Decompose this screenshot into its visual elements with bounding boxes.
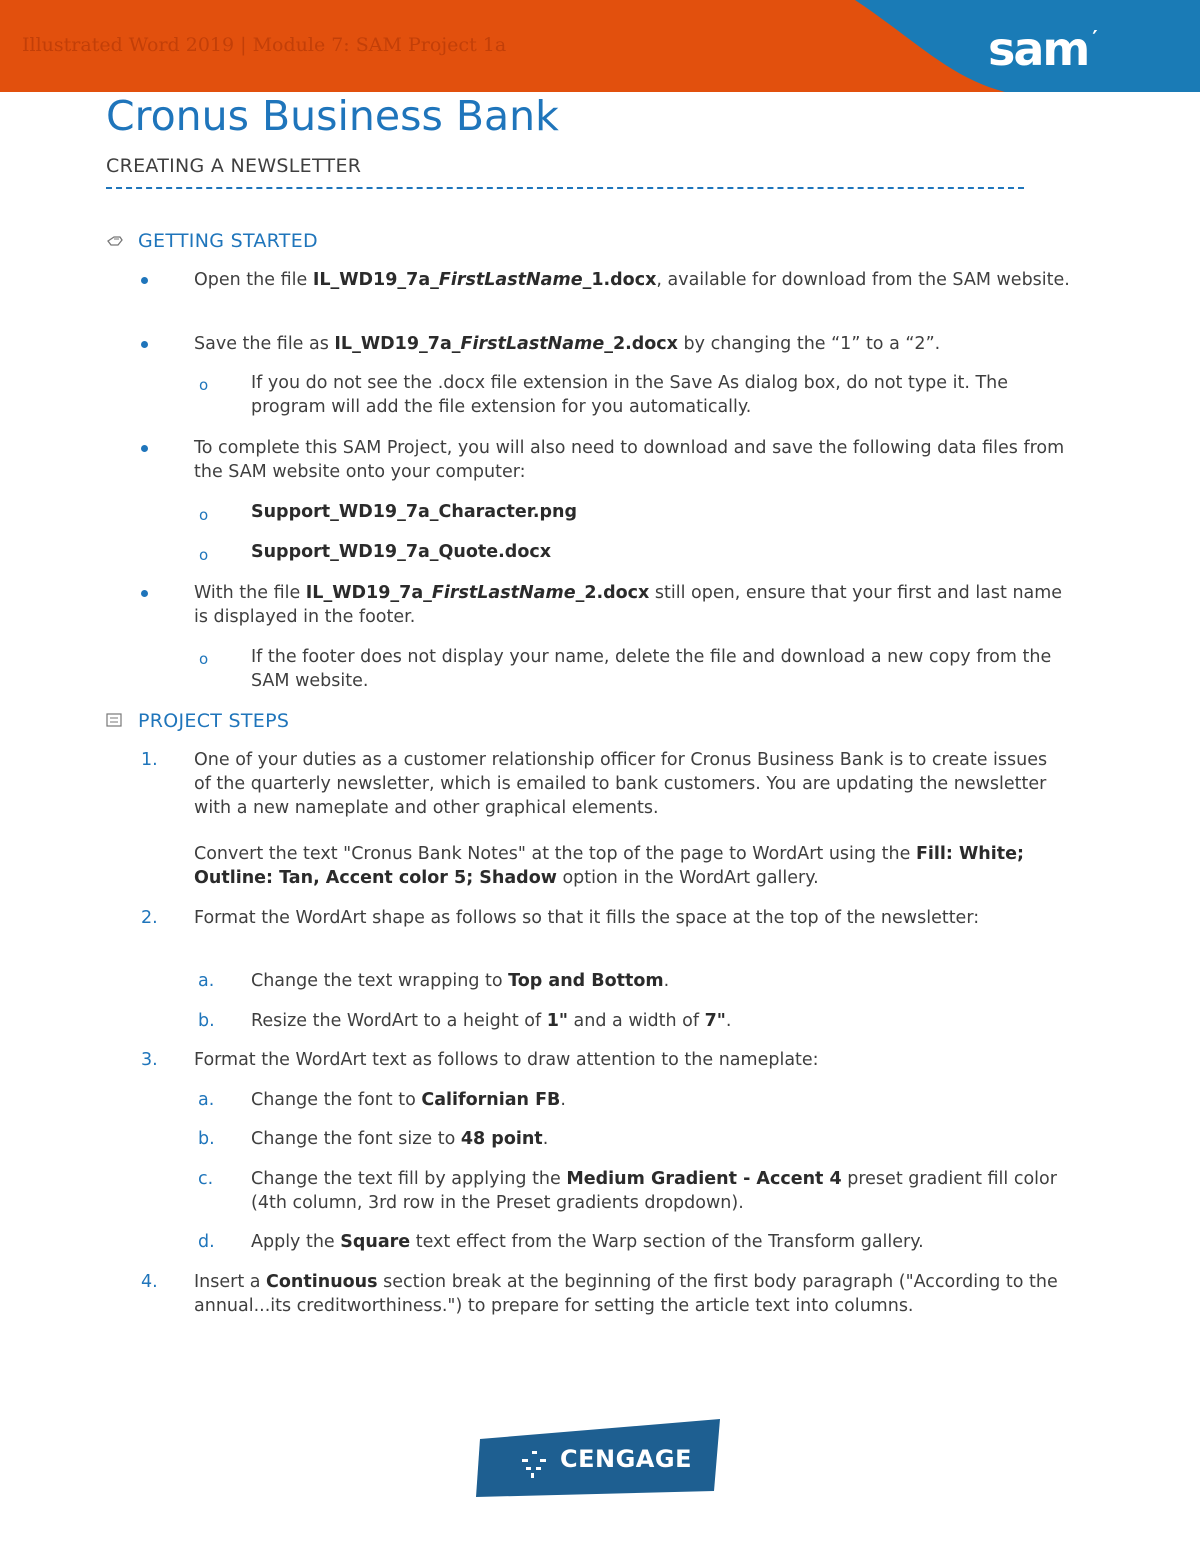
substep-letter: d.: [198, 1232, 215, 1252]
text: , available for download from the SAM website.: [656, 270, 1070, 290]
substep-letter: a.: [198, 1090, 215, 1110]
file-name: IL_WD19_7a_: [334, 334, 461, 354]
support-file-name: Support_WD19_7a_Character.png: [251, 502, 578, 522]
project-steps-label: PROJECT STEPS: [138, 710, 290, 732]
text: section break at the beginning of the first body paragraph ("According to the annual...its creditworthiness.") to prepare for setting the article text into columns.: [194, 1272, 1058, 1316]
option-name: Top and Bottom: [508, 971, 664, 991]
text: Change the font size to: [251, 1129, 461, 1149]
substep-text: [251, 1167, 1081, 1215]
text: Insert a: [194, 1272, 267, 1292]
substep-text: [251, 969, 1081, 993]
header-title: Illustrated Word 2019 | Module 7: SAM Project 1a: [22, 34, 507, 56]
text: Convert the text "Cronus Bank Notes" at the top of the page to WordArt using the: [194, 844, 916, 864]
text: by changing the “1” to a “2”.: [677, 334, 941, 354]
list-item: [194, 332, 1074, 356]
document-subtitle: CREATING A NEWSLETTER: [106, 155, 362, 177]
text: and a width of: [567, 1011, 705, 1031]
project-steps-heading: [106, 710, 289, 732]
getting-started-label: GETTING STARTED: [138, 230, 318, 252]
step-number: 3.: [141, 1050, 158, 1070]
file-name-italic: FirstLastName: [431, 583, 576, 603]
substep-letter: b.: [198, 1129, 215, 1149]
file-name: IL_WD19_7a_: [312, 270, 439, 290]
substep-text: [251, 1127, 1081, 1151]
option-name: 7": [704, 1011, 726, 1031]
option-name: Fill: White; Outline: Tan, Accent color 5; Shadow: [194, 844, 1024, 888]
step-4-text: [194, 1270, 1064, 1318]
text: Open the file: [194, 270, 313, 290]
substep-text: [251, 1230, 1081, 1254]
text: .: [542, 1129, 549, 1149]
list-item: To complete this SAM Project, you will also need to download and save the following data files from the SAM website onto your computer:: [194, 438, 1065, 482]
text: .: [725, 1011, 732, 1031]
option-name: Californian FB: [421, 1090, 561, 1110]
sub-list-item: If the footer does not display your name, delete the file and download a new copy from the SAM website.: [251, 647, 1052, 691]
text: .: [560, 1090, 566, 1110]
step-number: 1.: [141, 750, 158, 770]
text: still open, ensure that your first and last name is displayed in the footer.: [194, 583, 1063, 627]
text: Save the file as: [194, 334, 335, 354]
support-file-name: Support_WD19_7a_Quote.docx: [251, 542, 552, 562]
option-name: Continuous: [266, 1272, 378, 1292]
file-name: IL_WD19_7a_: [305, 583, 432, 603]
option-name: Medium Gradient - Accent 4: [566, 1169, 842, 1189]
text: With the file: [194, 583, 306, 603]
cengage-logo-text: CENGAGE: [560, 1445, 692, 1473]
text: Change the text fill by applying the: [251, 1169, 567, 1189]
file-name: _2.docx: [575, 583, 650, 603]
bullet: [141, 445, 148, 452]
sam-logo-text: sam: [988, 22, 1089, 76]
bullet: [141, 277, 148, 284]
substep-text: [251, 1088, 1081, 1112]
bullet: [141, 590, 148, 597]
sub-list-item: [251, 540, 1081, 564]
sub-list-item: [251, 500, 1081, 524]
checklist-icon: [106, 713, 124, 727]
step-number: 4.: [141, 1272, 158, 1292]
list-item: [194, 581, 1074, 629]
list-item: [194, 268, 1074, 292]
text: Change the font to: [251, 1090, 422, 1110]
sub-bullet: o: [199, 650, 209, 668]
step-1-text: One of your duties as a customer relationship officer for Cronus Business Bank is to create issues of the quarterly newsletter, which is emailed to bank customers. You are updating the newsletter with a new nameplate and other graphical elements.: [194, 750, 1048, 818]
step-number: 2.: [141, 908, 158, 928]
option-name: 1": [546, 1011, 568, 1031]
getting-started-heading: [106, 230, 318, 252]
pointer-hand-icon: [106, 233, 124, 247]
substep-letter: a.: [198, 971, 215, 991]
text: option in the WordArt gallery.: [556, 868, 819, 888]
bullet: [141, 341, 148, 348]
step-2-text: Format the WordArt shape as follows so that it fills the space at the top of the newsletter:: [194, 908, 980, 928]
sub-bullet: o: [199, 546, 209, 564]
text: Apply the: [251, 1232, 341, 1252]
text: .: [663, 971, 670, 991]
text: Resize the WordArt to a height of: [251, 1011, 547, 1031]
text: preset gradient fill color (4th column, 3rd row in the Preset gradients dropdown).: [251, 1169, 1057, 1213]
sub-bullet: o: [199, 376, 209, 394]
sub-list-item: If you do not see the .docx file extension in the Save As dialog box, do not type it. The program will add the file extension for you automatically.: [251, 373, 1009, 417]
sam-logo: sam ′: [988, 22, 1096, 76]
file-name: _1.docx: [582, 270, 657, 290]
document-title: Cronus Business Bank: [106, 92, 559, 140]
step-3-text: Format the WordArt text as follows to draw attention to the nameplate:: [194, 1050, 819, 1070]
dashed-divider: [106, 187, 1024, 189]
file-name-italic: FirstLastName: [438, 270, 583, 290]
option-name: Square: [340, 1232, 411, 1252]
option-name: 48 point: [460, 1129, 543, 1149]
file-name-italic: FirstLastName: [460, 334, 605, 354]
substep-text: [251, 1009, 1081, 1033]
substep-letter: c.: [198, 1169, 214, 1189]
text: Change the text wrapping to: [251, 971, 509, 991]
text: text effect from the Warp section of the Transform gallery.: [410, 1232, 924, 1252]
substep-letter: b.: [198, 1011, 215, 1031]
step-1-instruction: [194, 842, 1064, 890]
sub-bullet: o: [199, 506, 209, 524]
file-name: _2.docx: [604, 334, 678, 354]
